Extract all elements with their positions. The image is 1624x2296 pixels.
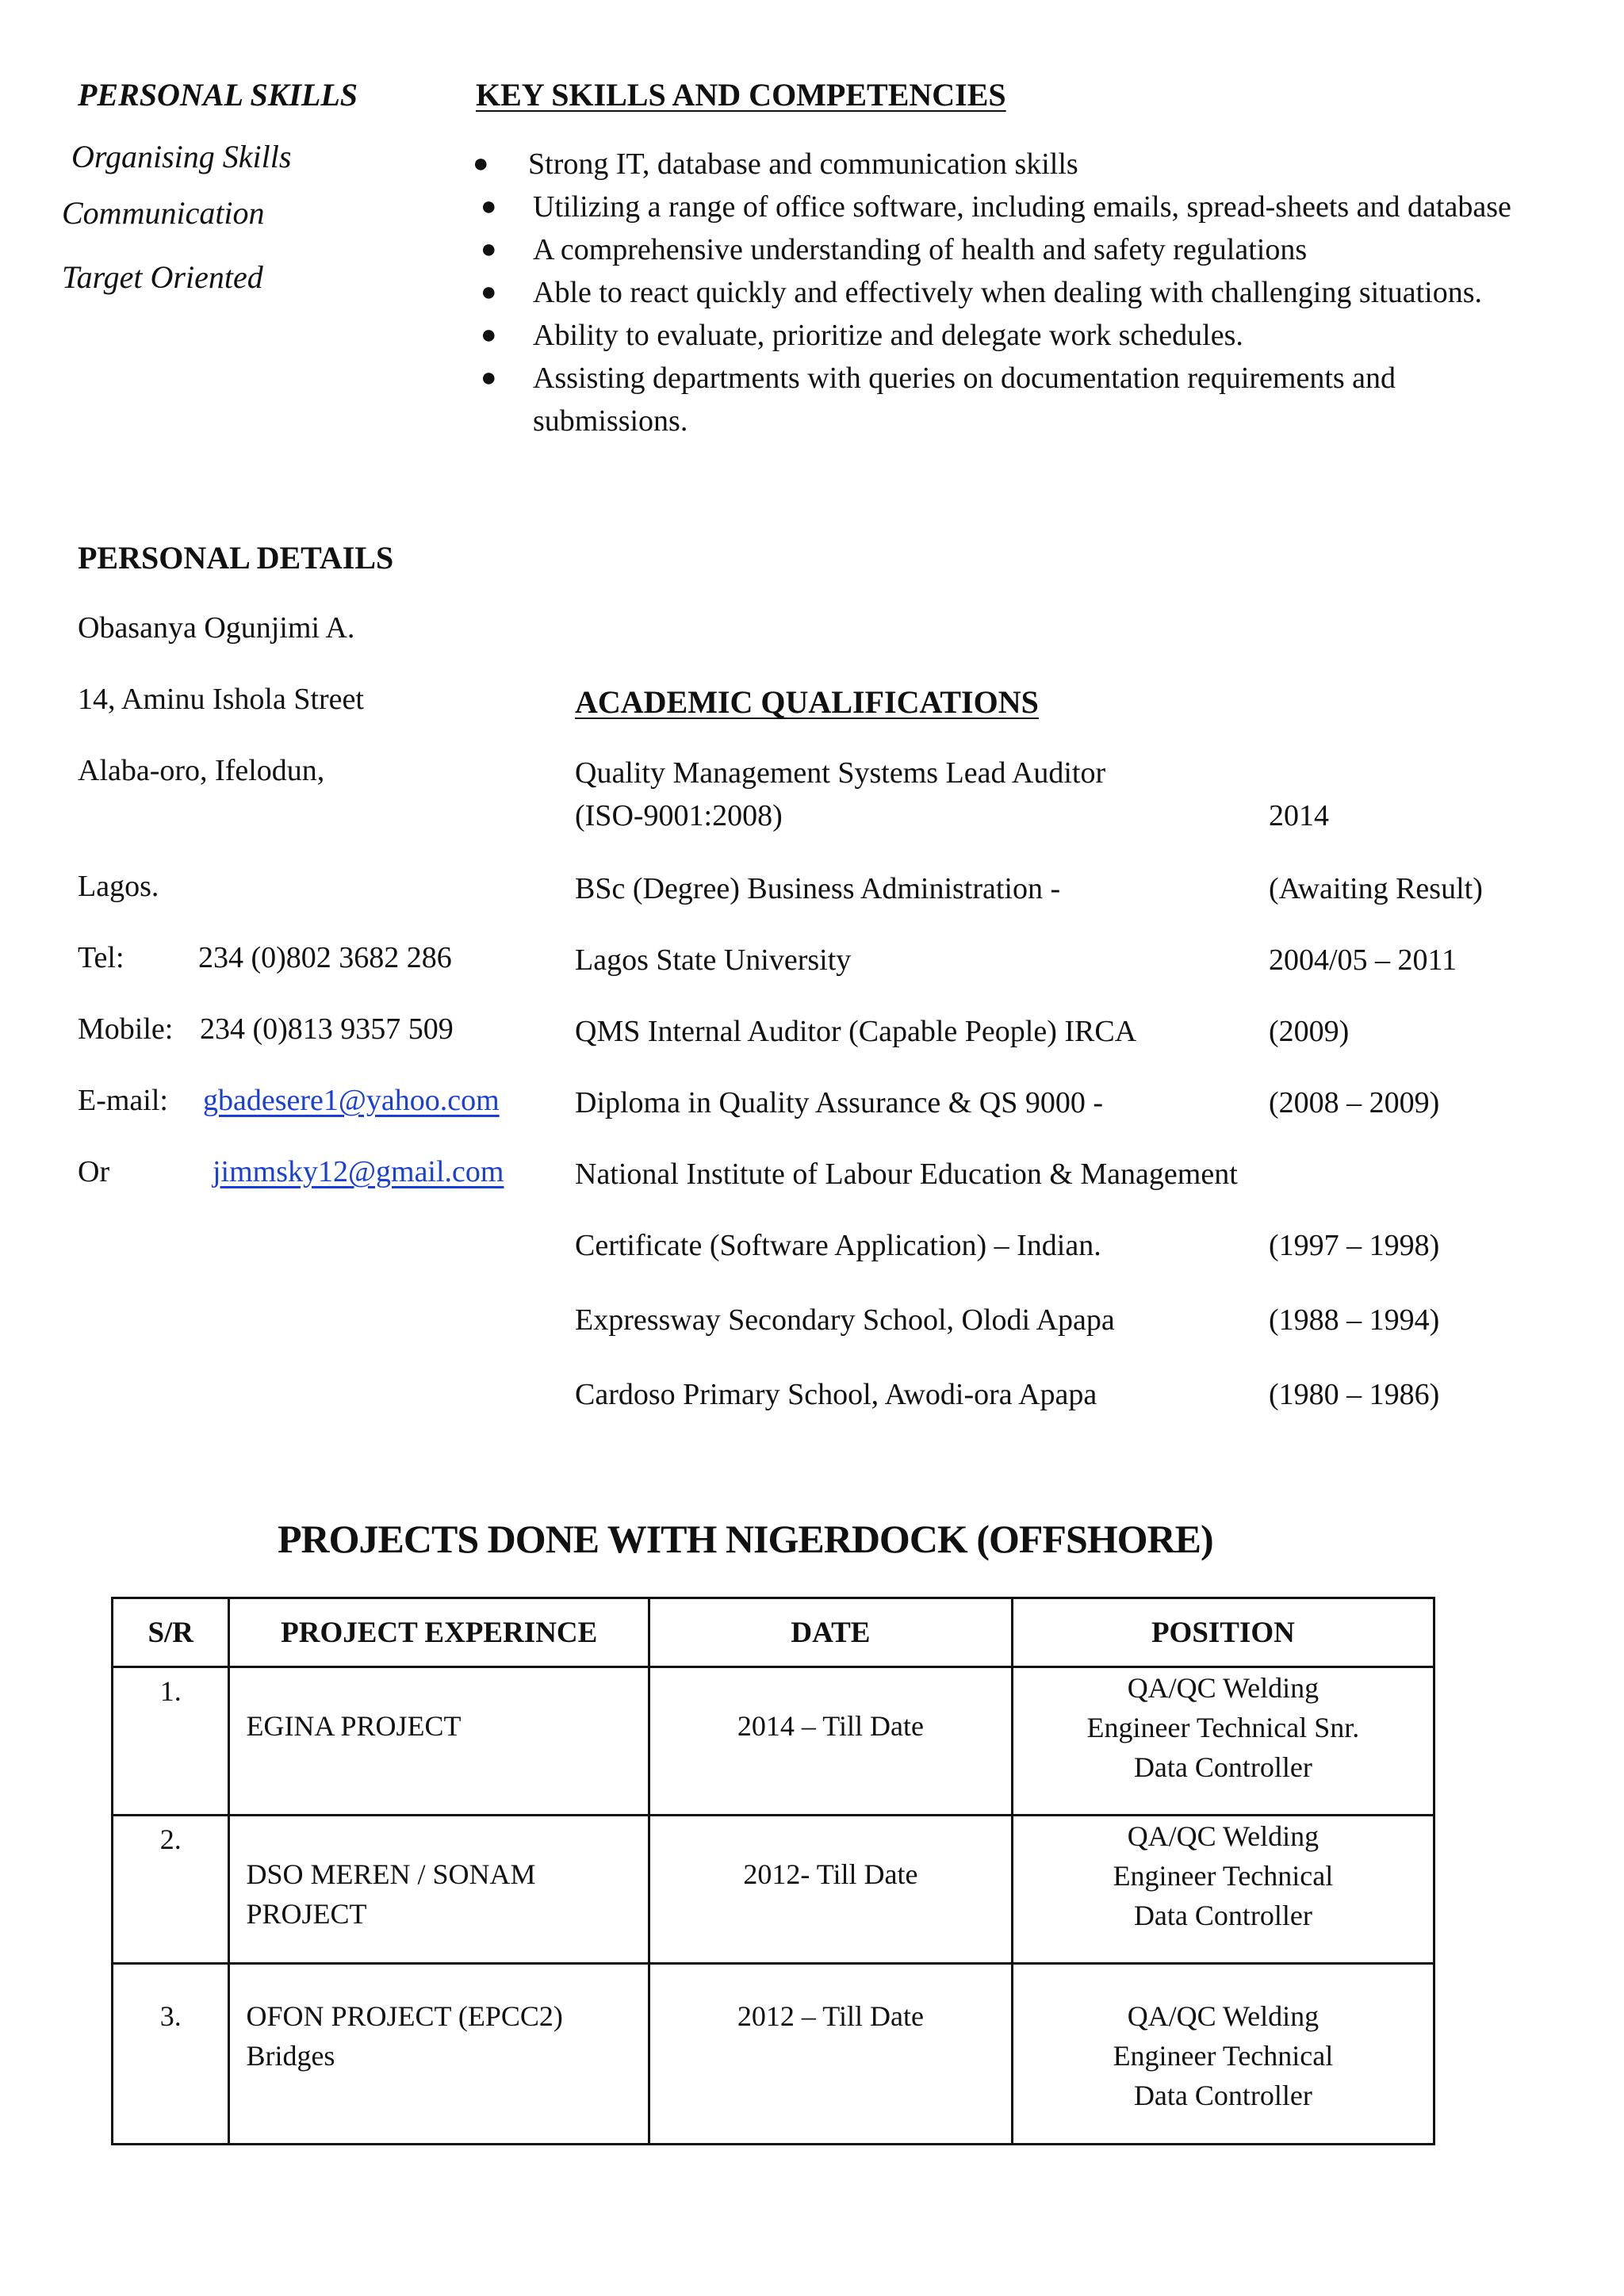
address-line-2: Alaba-oro, Ifelodun, xyxy=(78,754,325,787)
key-skills-list xyxy=(473,143,1583,442)
cell-date: 2012- Till Date xyxy=(649,1816,1013,1964)
academic-date: (1980 – 1986) xyxy=(1269,1378,1440,1411)
bullet-icon: ● xyxy=(481,277,497,307)
cell-date: 2012 – Till Date xyxy=(649,1964,1013,2145)
position-line: Data Controller xyxy=(1133,1751,1312,1783)
key-skills-heading: KEY SKILLS AND COMPETENCIES xyxy=(476,77,1006,113)
position-line: Data Controller xyxy=(1133,1900,1312,1931)
table-header-row xyxy=(113,1598,1434,1667)
position-line: Engineer Technical xyxy=(1113,1860,1334,1892)
position-line: QA/QC Welding xyxy=(1127,2000,1320,2032)
cell-project: DSO MEREN / SONAM PROJECT xyxy=(229,1816,649,1964)
cell-project: EGINA PROJECT xyxy=(229,1667,649,1816)
table-row xyxy=(113,1667,1434,1816)
projects-heading: PROJECTS DONE WITH NIGERDOCK (OFFSHORE) xyxy=(278,1517,1213,1561)
academic-row: Cardoso Primary School, Awodi-ora Apapa xyxy=(575,1378,1097,1411)
academic-row: BSc (Degree) Business Administration - xyxy=(575,872,1061,905)
academic-date: (1997 – 1998) xyxy=(1269,1229,1440,1262)
position-line: Data Controller xyxy=(1133,2080,1312,2111)
cell-position xyxy=(1012,1964,1434,2145)
skill-communication: Communication xyxy=(62,195,265,231)
full-name: Obasanya Ogunjimi A. xyxy=(78,611,355,645)
cell-position xyxy=(1012,1816,1434,1964)
tel-value: 234 (0)802 3682 286 xyxy=(198,941,452,974)
list-item: ● Ability to evaluate, prioritize and delegate work schedules. xyxy=(481,314,1583,357)
skill-organising: Organising Skills xyxy=(71,139,292,174)
table-row xyxy=(113,1816,1434,1964)
personal-skills-heading: PERSONAL SKILLS xyxy=(78,77,358,113)
academic-text: Quality Management Systems Lead Auditor xyxy=(575,756,1106,790)
cell-sr: 3. xyxy=(113,1964,229,2145)
bullet-icon: ● xyxy=(481,192,497,221)
position-line: QA/QC Welding xyxy=(1127,1820,1320,1852)
academic-text-2: (ISO-9001:2008) xyxy=(575,799,783,832)
cell-position xyxy=(1012,1667,1434,1816)
mobile-label: Mobile: xyxy=(78,1012,174,1046)
column-header-project: PROJECT EXPERINCE xyxy=(229,1598,649,1667)
bullet-icon: ● xyxy=(481,235,497,264)
list-item: ● Assisting departments with queries on documentation requirements and submissions. xyxy=(481,357,1532,442)
cell-sr: 2. xyxy=(113,1816,229,1964)
academic-row xyxy=(575,752,1105,837)
academic-row: Diploma in Quality Assurance & QS 9000 - xyxy=(575,1086,1103,1119)
or-label: Or xyxy=(78,1155,110,1188)
academic-date: (Awaiting Result) xyxy=(1269,872,1483,905)
list-item: ● Utilizing a range of office software, including emails, spread-sheets and database xyxy=(481,186,1548,228)
list-item: ● Strong IT, database and communication skills xyxy=(473,143,1583,186)
skill-target-oriented: Target Oriented xyxy=(62,259,263,295)
address-line-3: Lagos. xyxy=(78,870,159,903)
academic-row: Lagos State University xyxy=(575,943,852,977)
column-header-date: DATE xyxy=(649,1598,1013,1667)
position-line: QA/QC Welding xyxy=(1127,1672,1320,1704)
cell-date: 2014 – Till Date xyxy=(649,1667,1013,1816)
academic-date: 2014 xyxy=(1269,799,1329,832)
academic-date: (2009) xyxy=(1269,1015,1350,1048)
column-header-position: POSITION xyxy=(1012,1598,1434,1667)
cell-project: OFON PROJECT (EPCC2) Bridges xyxy=(229,1964,649,2145)
column-header-sr: S/R xyxy=(113,1598,229,1667)
position-line: Engineer Technical Snr. xyxy=(1086,1712,1360,1743)
academic-date: 2004/05 – 2011 xyxy=(1269,943,1457,977)
academic-date: (2008 – 2009) xyxy=(1269,1086,1440,1119)
cell-sr: 1. xyxy=(113,1667,229,1816)
position-line: Engineer Technical xyxy=(1113,2040,1334,2072)
email-label: E-mail: xyxy=(78,1084,168,1117)
tel-label: Tel: xyxy=(78,941,124,974)
academic-row: Expressway Secondary School, Olodi Apapa xyxy=(575,1303,1115,1337)
email-link-gmail[interactable]: jimmsky12@gmail.com xyxy=(213,1155,504,1188)
list-item: ● Able to react quickly and effectively when dealing with challenging situations. xyxy=(481,271,1583,314)
academic-row: National Institute of Labour Education & Management xyxy=(575,1158,1238,1191)
table-row xyxy=(113,1964,1434,2145)
bullet-icon: ● xyxy=(481,320,497,350)
academic-date: (1988 – 1994) xyxy=(1269,1303,1440,1337)
academic-row: QMS Internal Auditor (Capable People) IRCA xyxy=(575,1015,1137,1048)
projects-table xyxy=(111,1597,1435,2145)
bullet-icon: ● xyxy=(481,363,497,392)
bullet-icon: ● xyxy=(473,149,489,178)
list-item: ● A comprehensive understanding of health and safety regulations xyxy=(481,228,1583,271)
email-link-yahoo[interactable]: gbadesere1@yahoo.com xyxy=(203,1084,500,1117)
academic-row: Certificate (Software Application) – Indian. xyxy=(575,1229,1101,1262)
address-line-1: 14, Aminu Ishola Street xyxy=(78,683,364,716)
mobile-value: 234 (0)813 9357 509 xyxy=(200,1012,454,1046)
academic-heading: ACADEMIC QUALIFICATIONS xyxy=(575,684,1039,720)
personal-details-heading: PERSONAL DETAILS xyxy=(78,540,394,576)
